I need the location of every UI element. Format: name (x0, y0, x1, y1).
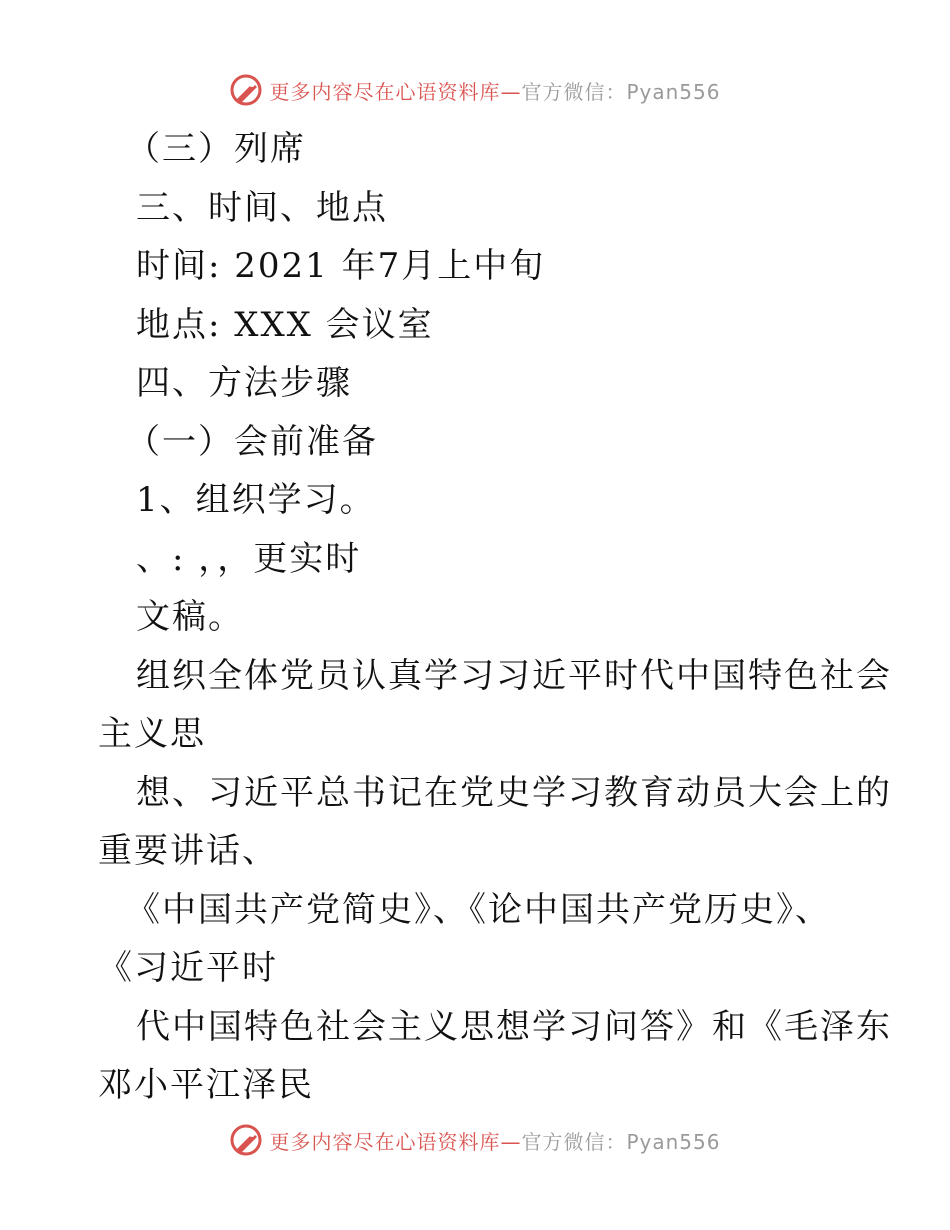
watermark-wechat: 官方微信：Pyan556 (521, 1129, 721, 1154)
watermark-main: 更多内容尽在心语资料库— (269, 1129, 522, 1154)
text-line: 1、组织学习。 (136, 480, 376, 520)
text-line: 想、习近平总书记在党史学习教育动员大会上的 (136, 772, 892, 813)
brush-logo-icon (229, 1123, 263, 1157)
text-line: 、: ，，更实时 (136, 538, 362, 579)
watermark-text (269, 76, 720, 105)
text-line: 《中国共产党简史》、《论中国共产党历史》、 (126, 889, 831, 930)
watermark-text (269, 1126, 720, 1155)
brush-logo-icon (229, 73, 263, 107)
text-line: （三）列席 (126, 129, 306, 169)
text-line: 邓小平江泽民 (98, 1065, 314, 1105)
text-line: 三、时间、地点 (136, 187, 388, 228)
text-line: 时间: 2021 年7月上中旬 (136, 246, 546, 286)
text-line: 重要讲话、 (98, 831, 278, 871)
text-line: 代中国特色社会主义思想学习问答》和《毛泽东 (136, 1006, 892, 1047)
text-line: 组织全体党员认真学习习近平时代中国特色社会 (136, 655, 892, 696)
watermark-main: 更多内容尽在心语资料库— (269, 79, 522, 104)
text-line: 主义思 (98, 714, 206, 754)
text-line: 《习近平时 (98, 948, 278, 988)
text-line: 四、方法步骤 (136, 363, 352, 403)
text-line: 地点: XXX 会议室 (136, 304, 434, 345)
watermark-wechat: 官方微信：Pyan556 (521, 79, 721, 104)
footer-watermark (0, 1120, 950, 1160)
header-watermark (0, 70, 950, 110)
document-body (98, 120, 892, 1115)
text-line: 文稿。 (136, 597, 244, 637)
text-line: （一）会前准备 (126, 421, 378, 462)
